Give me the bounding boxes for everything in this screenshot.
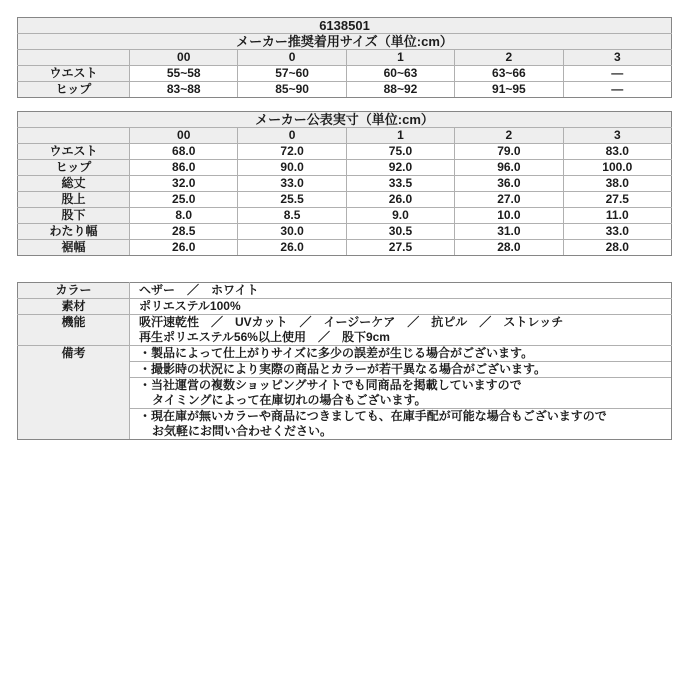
column-header: 1 xyxy=(346,128,454,144)
note-item xyxy=(130,408,671,439)
size-cell: 100.0 xyxy=(563,160,671,176)
note-line: タイミングによって在庫切れの場合もございます。 xyxy=(152,393,427,407)
color-value: ヘザー ／ ホワイト xyxy=(130,283,672,299)
row-label: ヒップ xyxy=(18,160,130,176)
size-cell: 91~95 xyxy=(455,82,563,98)
function-line: 吸汗速乾性 ／ UVカット ／ イージーケア ／ 抗ピル ／ ストレッチ xyxy=(139,315,564,329)
table-row xyxy=(18,34,672,50)
table-row xyxy=(18,176,672,192)
table-row xyxy=(18,315,672,346)
size-cell: 90.0 xyxy=(238,160,346,176)
column-header: 3 xyxy=(563,128,671,144)
table-row xyxy=(18,160,672,176)
row-label: 裾幅 xyxy=(18,240,130,256)
size-cell: 83~88 xyxy=(130,82,238,98)
column-header: 1 xyxy=(346,50,454,66)
size-cell: 68.0 xyxy=(130,144,238,160)
column-header: 00 xyxy=(130,50,238,66)
size-cell: 33.0 xyxy=(563,224,671,240)
size-cell: 28.5 xyxy=(130,224,238,240)
size-cell: 36.0 xyxy=(455,176,563,192)
note-line: ・製品によって仕上がりサイズに多少の誤差が生じる場合がございます。 xyxy=(139,346,534,360)
size-cell: ― xyxy=(563,66,671,82)
note-line: ・現在庫が無いカラーや商品につきましても、在庫手配が可能な場合もございますので xyxy=(139,409,607,423)
recommended-size-table xyxy=(17,17,672,98)
product-code: 6138501 xyxy=(18,18,672,34)
row-label: ヒップ xyxy=(18,82,130,98)
column-header: 0 xyxy=(238,50,346,66)
size-cell: 9.0 xyxy=(346,208,454,224)
table-row xyxy=(18,208,672,224)
table-title: メーカー推奨着用サイズ（単位:cm） xyxy=(18,34,672,50)
size-cell: 72.0 xyxy=(238,144,346,160)
row-label: 総丈 xyxy=(18,176,130,192)
notes-value xyxy=(130,346,672,440)
size-cell: 57~60 xyxy=(238,66,346,82)
size-cell: 26.0 xyxy=(238,240,346,256)
table-row xyxy=(18,283,672,299)
size-cell: ― xyxy=(563,82,671,98)
row-label: 股上 xyxy=(18,192,130,208)
row-label: カラー xyxy=(18,283,130,299)
row-label: 股下 xyxy=(18,208,130,224)
row-label: ウエスト xyxy=(18,144,130,160)
table-row xyxy=(18,112,672,128)
size-cell: 11.0 xyxy=(563,208,671,224)
size-cell: 25.0 xyxy=(130,192,238,208)
size-cell: 25.5 xyxy=(238,192,346,208)
material-value: ポリエステル100% xyxy=(130,299,672,315)
note-line: ・当社運営の複数ショッピングサイトでも同商品を掲載していますので xyxy=(139,378,522,392)
size-cell: 28.0 xyxy=(563,240,671,256)
size-cell: 60~63 xyxy=(346,66,454,82)
size-cell: 63~66 xyxy=(455,66,563,82)
column-header: 00 xyxy=(130,128,238,144)
actual-measurements-table xyxy=(17,111,672,256)
size-cell: 26.0 xyxy=(130,240,238,256)
function-line: 再生ポリエステル56%以上使用 ／ 股下9cm xyxy=(139,330,390,344)
table-row xyxy=(18,224,672,240)
size-cell: 38.0 xyxy=(563,176,671,192)
note-item xyxy=(130,377,671,408)
table-row xyxy=(18,192,672,208)
table-row xyxy=(18,82,672,98)
size-cell: 86.0 xyxy=(130,160,238,176)
size-cell: 32.0 xyxy=(130,176,238,192)
size-cell: 33.5 xyxy=(346,176,454,192)
size-cell: 10.0 xyxy=(455,208,563,224)
table-row xyxy=(18,144,672,160)
table-row xyxy=(18,128,672,144)
row-label: わたり幅 xyxy=(18,224,130,240)
size-cell: 79.0 xyxy=(455,144,563,160)
column-header: 3 xyxy=(563,50,671,66)
size-cell: 88~92 xyxy=(346,82,454,98)
table-title: メーカー公表実寸（単位:cm） xyxy=(18,112,672,128)
size-cell: 31.0 xyxy=(455,224,563,240)
size-cell: 26.0 xyxy=(346,192,454,208)
size-cell: 96.0 xyxy=(455,160,563,176)
table-row xyxy=(18,346,672,440)
size-cell: 27.5 xyxy=(346,240,454,256)
size-cell: 75.0 xyxy=(346,144,454,160)
size-cell: 83.0 xyxy=(563,144,671,160)
row-label: ウエスト xyxy=(18,66,130,82)
table-row xyxy=(18,66,672,82)
column-header: 0 xyxy=(238,128,346,144)
size-cell: 33.0 xyxy=(238,176,346,192)
size-cell: 28.0 xyxy=(455,240,563,256)
size-cell: 27.5 xyxy=(563,192,671,208)
size-cell: 8.5 xyxy=(238,208,346,224)
table-row xyxy=(18,18,672,34)
table-row xyxy=(18,240,672,256)
row-label: 備考 xyxy=(18,346,130,440)
corner-cell xyxy=(18,50,130,66)
row-label: 素材 xyxy=(18,299,130,315)
size-cell: 30.0 xyxy=(238,224,346,240)
note-item xyxy=(130,361,671,377)
size-cell: 92.0 xyxy=(346,160,454,176)
note-line: お気軽にお問い合わせください。 xyxy=(152,424,333,438)
size-cell: 85~90 xyxy=(238,82,346,98)
table-row xyxy=(18,299,672,315)
function-value xyxy=(130,315,672,346)
row-label: 機能 xyxy=(18,315,130,346)
note-item xyxy=(130,346,671,361)
note-line: ・撮影時の状況により実際の商品とカラーが若干異なる場合がございます。 xyxy=(139,362,547,376)
column-header: 2 xyxy=(455,50,563,66)
size-cell: 27.0 xyxy=(455,192,563,208)
table-row xyxy=(18,50,672,66)
column-header: 2 xyxy=(455,128,563,144)
size-cell: 55~58 xyxy=(130,66,238,82)
size-cell: 8.0 xyxy=(130,208,238,224)
corner-cell xyxy=(18,128,130,144)
size-cell: 30.5 xyxy=(346,224,454,240)
product-details-table xyxy=(17,282,672,440)
